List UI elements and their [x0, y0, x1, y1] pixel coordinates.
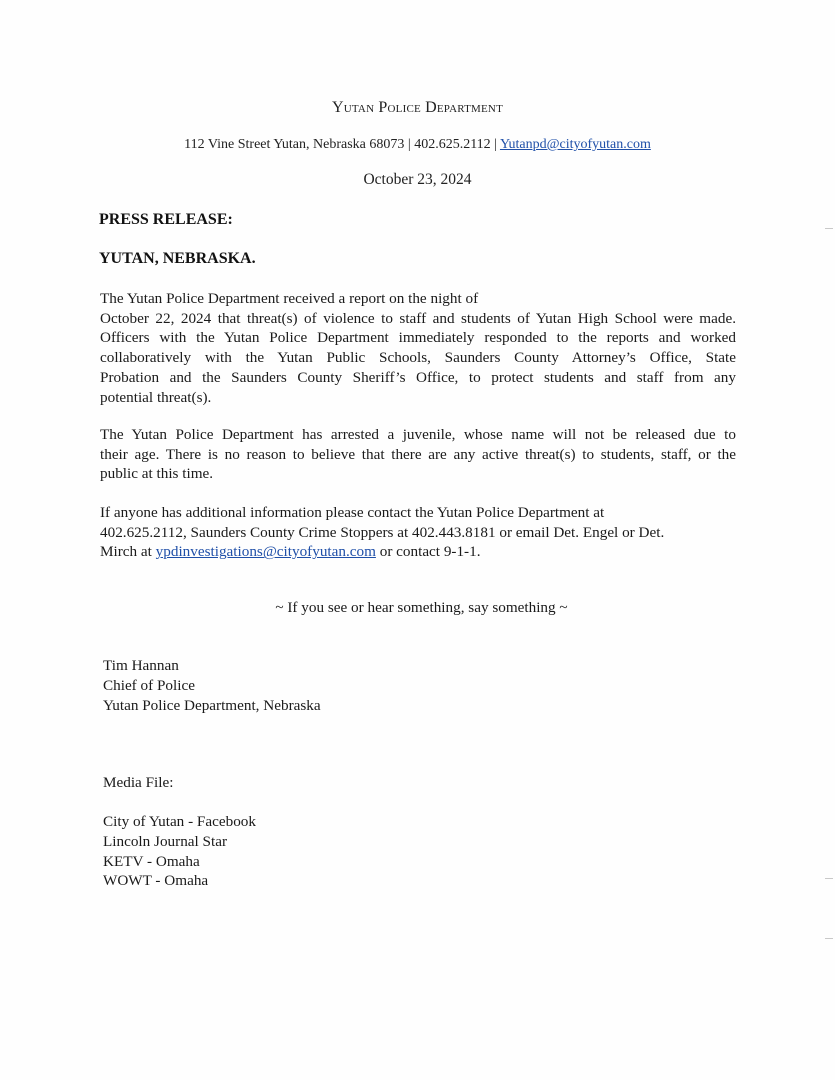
department-name: Yutan Police Department [332, 99, 503, 116]
paragraph-line: The Yutan Police Department has arrested a juvenile, whose name will not be released due to [100, 426, 736, 443]
paragraph-line: public at this time. [100, 465, 214, 483]
location-heading: YUTAN, NEBRASKA. [99, 250, 256, 267]
paragraph-line: collaboratively with the Yutan Public Schools, Saunders County Attorney’s Office, State [100, 349, 736, 367]
paragraph-line: The Yutan Police Department received a report on the night of [100, 290, 479, 307]
contact-prefix: Mirch at [100, 543, 156, 561]
media-outlet-list [103, 812, 256, 891]
paragraph-line: their age. There is no reason to believe that there are any active threat(s) to students, staff, or the [100, 445, 736, 463]
signature-block [103, 656, 321, 715]
paragraph-contact [100, 503, 736, 562]
paragraph-line: potential threat(s). [100, 388, 212, 406]
contact-suffix: or contact 9-1-1. [375, 543, 481, 561]
signer-organization: Yutan Police Department, Nebraska [103, 696, 321, 714]
paragraph-line: Officers with the Yutan Police Department immediately responded to the reports and worked [100, 329, 736, 347]
paragraph-line: 402.625.2112, Saunders County Crime Stoppers at 402.443.8181 or email Det. Engel or Det. [100, 523, 665, 541]
release-date: October 23, 2024 [363, 171, 472, 188]
investigations-email-link[interactable]: ypdinvestigations@cityofyutan.com [155, 543, 376, 561]
scan-edge-mark [825, 228, 833, 229]
letterhead-address [0, 137, 835, 153]
signer-title: Chief of Police [103, 676, 195, 694]
media-outlet-item: WOWT - Omaha [103, 872, 209, 890]
address-text: 112 Vine Street Yutan, Nebraska 68073 | 402.625.2112 | [184, 137, 500, 152]
paragraph-line: Probation and the Saunders County Sheriff’s Office, to protect students and staff from any [100, 368, 736, 386]
media-outlet-item: KETV - Omaha [103, 852, 200, 870]
media-outlet-item: City of Yutan - Facebook [103, 813, 256, 830]
department-email-link[interactable]: Yutanpd@cityofyutan.com [499, 137, 651, 152]
scan-edge-mark [825, 938, 833, 939]
media-outlet-item: Lincoln Journal Star [103, 832, 228, 850]
press-release-heading: PRESS RELEASE: [99, 211, 233, 228]
slogan: ~ If you see or hear something, say something ~ [275, 599, 568, 616]
paragraph-line: If anyone has additional information please contact the Yutan Police Department at [100, 504, 605, 521]
paragraph-report [100, 289, 736, 407]
paragraph-arrest [100, 425, 736, 484]
signer-name: Tim Hannan [103, 657, 179, 674]
paragraph-line: October 22, 2024 that threat(s) of violence to staff and students of Yutan High School were made. [100, 309, 736, 327]
media-file-heading: Media File: [103, 774, 174, 791]
scan-edge-mark [825, 878, 833, 879]
paragraph-line [100, 542, 736, 562]
